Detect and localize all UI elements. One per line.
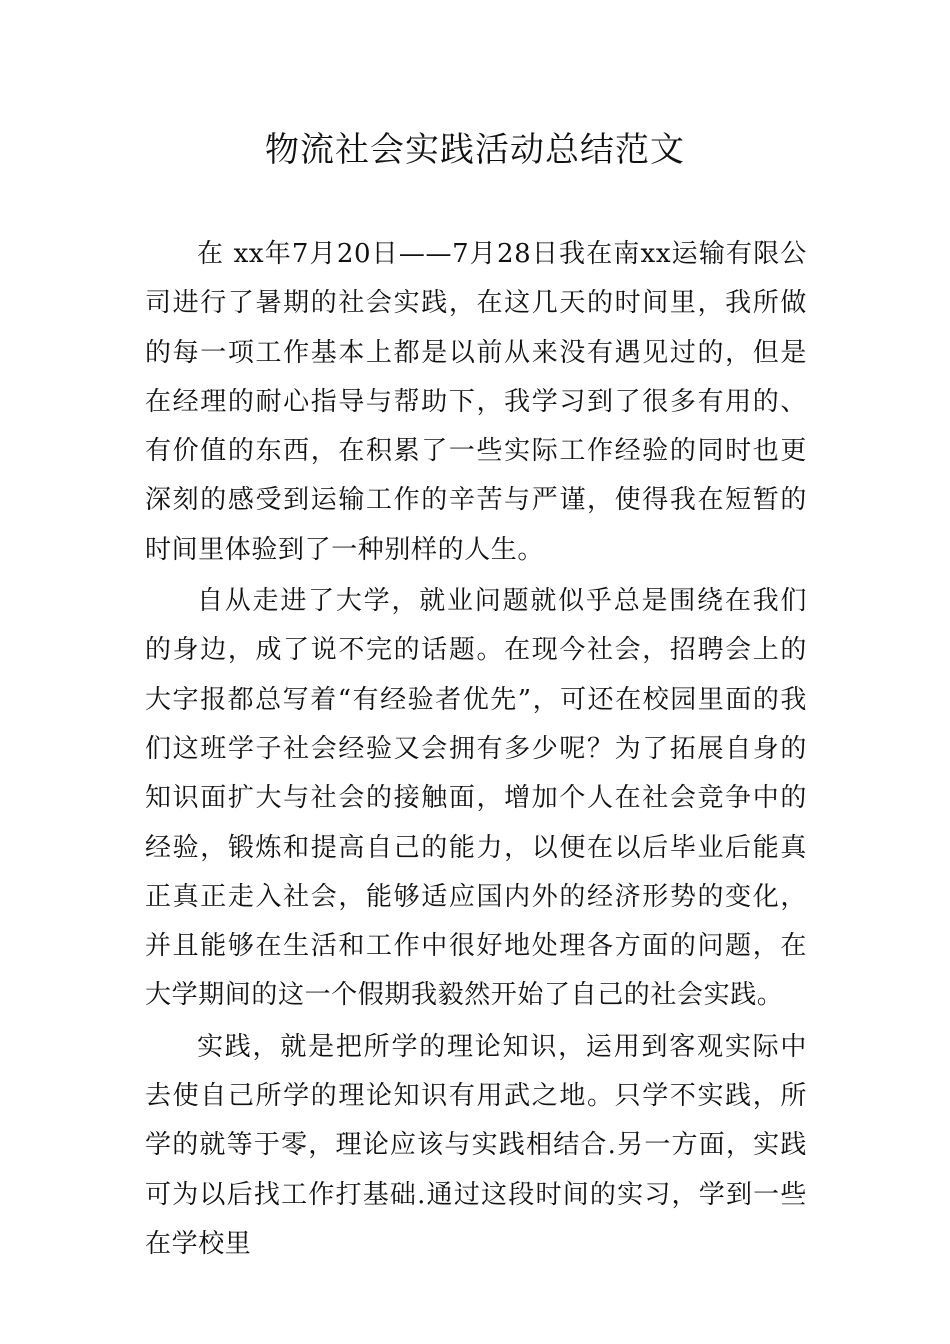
paragraph-3: 实践，就是把所学的理论知识，运用到客观实际中去使自己所学的理论知识有用武之地。只学不实践，所学的就等于零，理论应该与实践相结合.另一方面，实践可为以后找工作打基础.通过这段时间的实习，学到一些在学校里	[145, 1031, 807, 1259]
document-title: 物流社会实践活动总结范文	[265, 130, 685, 170]
paragraph-1: 在 xx年7月20日——7月28日我在南xx运输有限公司进行了暑期的社会实践，在这几天的时间里，我所做的每一项工作基本上都是以前从来没有遇见过的，但是在经理的耐心指导与帮助下，我学习到了很多有用的、有价值的东西，在积累了一些实际工作经验的同时也更深刻的感受到运输工作的辛苦与严谨，使得我在短暂的时间里体验到了一种别样的人生。	[145, 239, 807, 565]
paragraph-2: 自从走进了大学，就业问题就似乎总是围绕在我们的身边，成了说不完的话题。在现今社会，招聘会上的大字报都总写着“有经验者优先”，可还在校园里面的我们这班学子社会经验又会拥有多少呢？为了拓展自身的知识面扩大与社会的接触面，增加个人在社会竞争中的经验，锻炼和提高自己的能力，以便在以后毕业后能真正真正走入社会，能够适应国内外的经济形势的变化，并且能够在生活和工作中很好地处理各方面的问题，在大学期间的这一个假期我毅然开始了自己的社会实践。	[145, 586, 807, 1011]
document-body	[145, 230, 807, 1271]
